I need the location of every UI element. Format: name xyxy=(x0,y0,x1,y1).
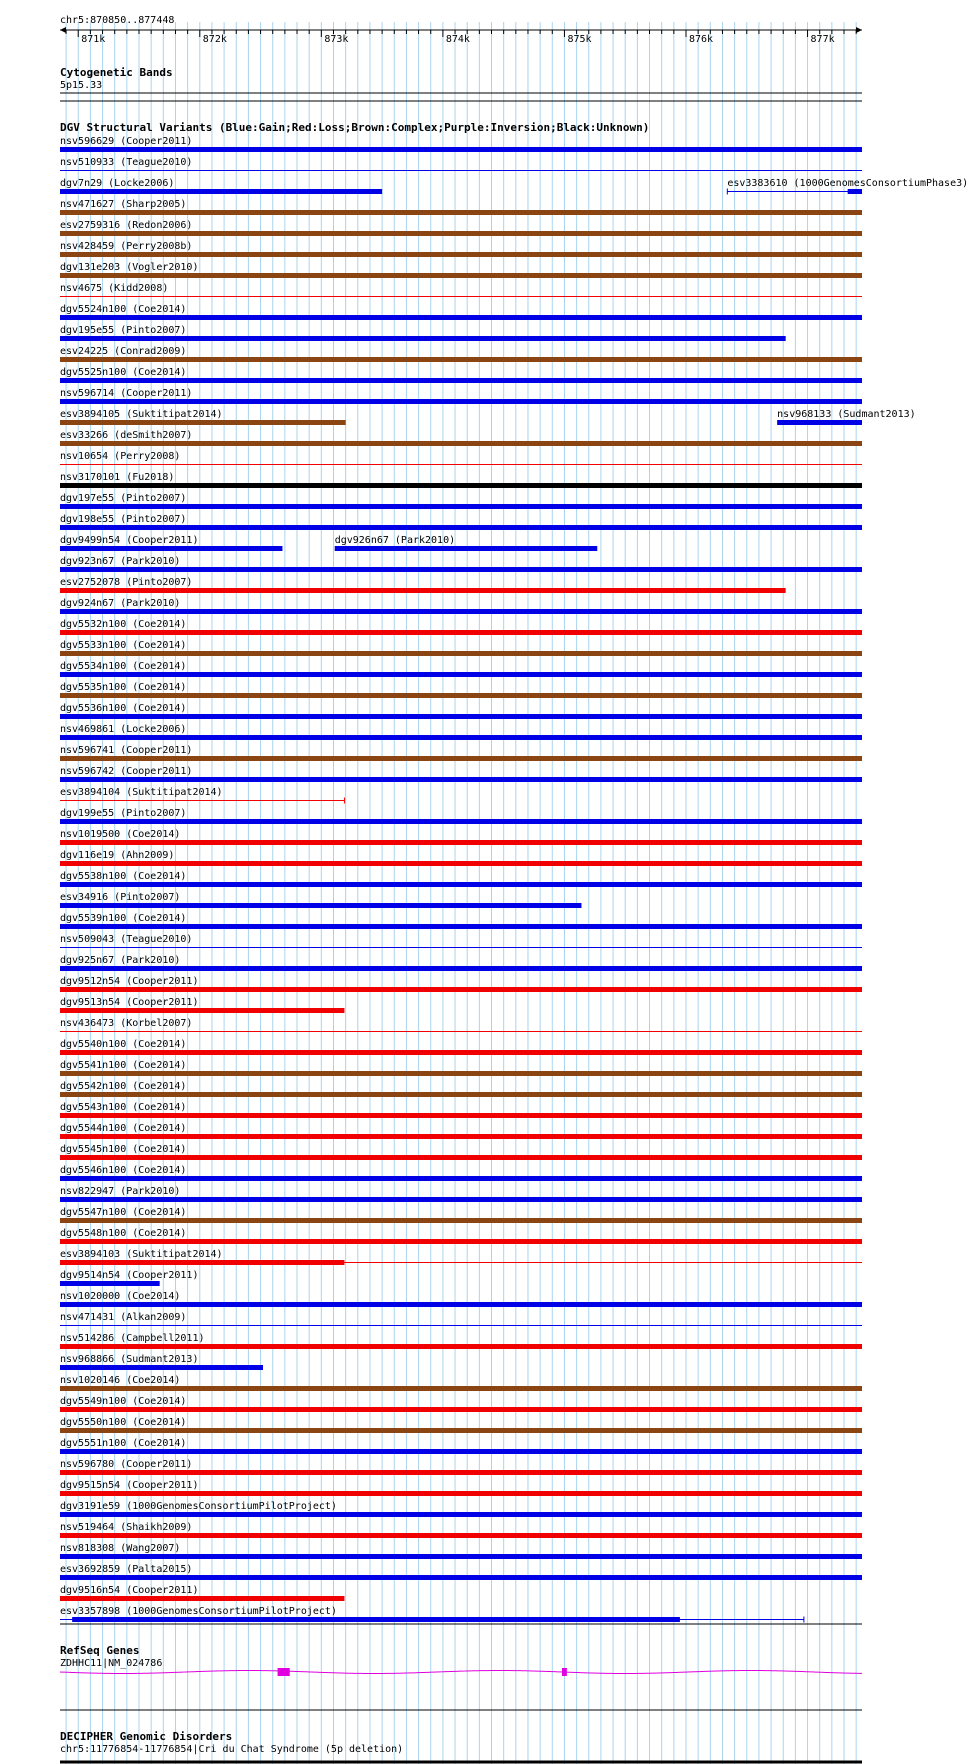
dgv-feature-bar[interactable] xyxy=(60,378,862,383)
ruler-tick-label: 871k xyxy=(81,34,106,45)
dgv-feature-label[interactable]: nsv471431 (Alkan2009) xyxy=(60,1312,187,1323)
ruler-tick-label: 874k xyxy=(445,34,470,45)
dgv-feature-bar[interactable] xyxy=(60,1533,862,1538)
dgv-feature-label[interactable]: nsv968133 (Sudmant2013) xyxy=(777,409,916,420)
ruler-right-arrow xyxy=(856,27,862,33)
dgv-feature-bar[interactable] xyxy=(60,1302,862,1307)
dgv-feature-bar[interactable] xyxy=(60,1155,862,1160)
dgv-feature-label[interactable]: dgv923n67 (Park2010) xyxy=(60,556,181,567)
dgv-feature-bar[interactable] xyxy=(60,819,862,824)
ruler-tick-label: 875k xyxy=(567,34,592,45)
ruler-tick-label: 877k xyxy=(810,34,835,45)
dgv-feature-bar[interactable] xyxy=(60,1596,344,1601)
dgv-feature-label[interactable]: dgv5551n100 (Coe2014) xyxy=(60,1438,187,1449)
dgv-feature-label[interactable]: nsv428459 (Perry2008b) xyxy=(60,241,193,252)
dgv-feature-bar[interactable] xyxy=(60,1050,862,1055)
dgv-feature-bar[interactable] xyxy=(60,1491,862,1496)
dgv-feature-label[interactable]: esv3692859 (Palta2015) xyxy=(60,1564,193,1575)
dgv-feature-bar[interactable] xyxy=(60,882,862,887)
dgv-feature-bar[interactable] xyxy=(60,1176,862,1181)
dgv-feature-label[interactable]: nsv596714 (Cooper2011) xyxy=(60,388,193,399)
dgv-feature-bar[interactable] xyxy=(60,1365,263,1370)
dgv-feature-label[interactable]: esv2759316 (Redon2006) xyxy=(60,220,193,231)
dgv-feature-bar[interactable] xyxy=(60,399,862,404)
dgv-feature-bar[interactable] xyxy=(60,1386,862,1391)
dgv-feature-bar[interactable] xyxy=(60,1260,344,1265)
dgv-feature-label[interactable]: nsv1020000 (Coe2014) xyxy=(60,1291,181,1302)
dgv-feature-label[interactable]: dgv9513n54 (Cooper2011) xyxy=(60,997,199,1008)
dgv-feature-bar[interactable] xyxy=(60,1071,862,1076)
dgv-feature-label[interactable]: dgv5532n100 (Coe2014) xyxy=(60,619,187,630)
dgv-feature-bar[interactable] xyxy=(60,1008,344,1013)
dgv-feature-label[interactable]: nsv596741 (Cooper2011) xyxy=(60,745,193,756)
dgv-feature-bar[interactable] xyxy=(60,210,862,215)
dgv-feature-label[interactable]: dgv131e203 (Vogler2010) xyxy=(60,262,199,273)
dgv-feature-bar[interactable] xyxy=(60,1113,862,1118)
dgv-feature-bar[interactable] xyxy=(60,1197,862,1202)
dgv-feature-label[interactable]: nsv818308 (Wang2007) xyxy=(60,1543,181,1554)
dgv-feature-bar[interactable] xyxy=(60,420,346,425)
dgv-feature-label[interactable]: esv2752078 (Pinto2007) xyxy=(60,577,193,588)
dgv-feature-bar[interactable] xyxy=(60,651,862,656)
dgv-feature-label[interactable]: dgv9516n54 (Cooper2011) xyxy=(60,1585,199,1596)
dgv-feature-bar[interactable] xyxy=(60,525,862,530)
dgv-feature-label[interactable]: dgv5545n100 (Coe2014) xyxy=(60,1144,187,1155)
dgv-feature-label[interactable]: esv3894105 (Suktitipat2014) xyxy=(60,409,223,420)
dgv-feature-bar[interactable] xyxy=(60,693,862,698)
dgv-feature-label[interactable]: nsv596629 (Cooper2011) xyxy=(60,136,193,147)
dgv-feature-label[interactable]: dgv5548n100 (Coe2014) xyxy=(60,1228,187,1239)
cyto-track-title[interactable]: Cytogenetic Bands xyxy=(60,66,173,79)
dgv-feature-label[interactable]: dgv9514n54 (Cooper2011) xyxy=(60,1270,199,1281)
dgv-feature-label[interactable]: dgv7n29 (Locke2006) xyxy=(60,178,175,189)
dgv-feature-label[interactable]: dgv5544n100 (Coe2014) xyxy=(60,1123,187,1134)
dgv-feature-label[interactable]: dgv5538n100 (Coe2014) xyxy=(60,871,187,882)
dgv-feature-bar[interactable] xyxy=(60,1344,862,1349)
dgv-feature-bar[interactable] xyxy=(60,777,862,782)
dgv-feature-bar[interactable] xyxy=(60,189,382,194)
dgv-feature-bar[interactable] xyxy=(60,252,862,257)
dgv-track-title[interactable]: DGV Structural Variants (Blue:Gain;Red:Loss;Brown:Complex;Purple:Inversion;Black:Unknown) xyxy=(60,121,650,134)
dgv-feature-label[interactable]: dgv926n67 (Park2010) xyxy=(334,535,456,546)
dgv-feature-bar[interactable] xyxy=(60,1554,862,1559)
dgv-feature-bar[interactable] xyxy=(60,630,862,635)
dgv-feature-label[interactable]: dgv5541n100 (Coe2014) xyxy=(60,1060,187,1071)
dgv-feature-bar[interactable] xyxy=(60,1092,862,1097)
dgv-feature-bar[interactable] xyxy=(60,1134,862,1139)
dgv-feature-label[interactable]: esv3894104 (Suktitipat2014) xyxy=(60,787,223,798)
dgv-feature-label[interactable]: dgv9512n54 (Cooper2011) xyxy=(60,976,199,987)
dgv-feature-bar[interactable] xyxy=(60,756,862,761)
dgv-feature-label[interactable]: nsv514286 (Campbell2011) xyxy=(60,1333,205,1344)
dgv-feature-bar[interactable] xyxy=(60,714,862,719)
dgv-feature-bar[interactable] xyxy=(60,861,862,866)
ruler-tick-label: 872k xyxy=(202,34,227,45)
dgv-feature-bar[interactable] xyxy=(60,840,862,845)
dgv-feature-label[interactable]: dgv9515n54 (Cooper2011) xyxy=(60,1480,199,1491)
cyto-band-label[interactable]: 5p15.33 xyxy=(60,80,103,91)
dgv-feature-label[interactable]: esv3894103 (Suktitipat2014) xyxy=(60,1249,223,1260)
dgv-feature-bar[interactable] xyxy=(335,546,598,551)
dgv-feature-bar[interactable] xyxy=(777,420,862,425)
refseq-gene-line[interactable] xyxy=(60,1671,862,1674)
dgv-feature-bar[interactable] xyxy=(60,147,862,152)
dgv-feature-label[interactable]: nsv3170101 (Fu2018) xyxy=(60,472,175,483)
dgv-feature-bar[interactable] xyxy=(60,735,862,740)
dgv-feature-label[interactable]: esv33266 (deSmith2007) xyxy=(60,430,193,441)
decipher-feature-label[interactable]: chr5:11776854-11776854|Cri du Chat Syndrome (5p deletion) xyxy=(60,1744,404,1755)
dgv-feature-label[interactable]: dgv925n67 (Park2010) xyxy=(60,955,181,966)
dgv-feature-label[interactable]: nsv469861 (Locke2006) xyxy=(60,724,187,735)
dgv-feature-label[interactable]: nsv4675 (Kidd2008) xyxy=(60,283,169,294)
dgv-feature-label[interactable]: dgv5535n100 (Coe2014) xyxy=(60,682,187,693)
refseq-track-title[interactable]: RefSeq Genes xyxy=(60,1644,140,1657)
dgv-feature-bar[interactable] xyxy=(60,672,862,677)
dgv-feature-bar[interactable] xyxy=(60,1575,862,1580)
dgv-feature-label[interactable]: dgv5533n100 (Coe2014) xyxy=(60,640,187,651)
dgv-feature-label[interactable]: nsv822947 (Park2010) xyxy=(60,1186,181,1197)
dgv-feature-label[interactable]: esv34916 (Pinto2007) xyxy=(60,892,181,903)
dgv-feature-bar[interactable] xyxy=(60,966,862,971)
dgv-feature-bar[interactable] xyxy=(60,588,786,593)
position-label: chr5:870850..877448 xyxy=(60,15,175,26)
dgv-feature-bar[interactable] xyxy=(72,1617,680,1622)
dgv-feature-label[interactable]: dgv5525n100 (Coe2014) xyxy=(60,367,187,378)
dgv-feature-label[interactable]: nsv10654 (Perry2008) xyxy=(60,451,181,462)
decipher-track-title[interactable]: DECIPHER Genomic Disorders xyxy=(60,1730,233,1743)
dgv-feature-label[interactable]: dgv3191e59 (1000GenomesConsortiumPilotProject) xyxy=(60,1501,337,1512)
ruler-left-arrow xyxy=(60,27,66,33)
dgv-feature-label[interactable]: dgv5539n100 (Coe2014) xyxy=(60,913,187,924)
dgv-feature-label[interactable]: dgv5536n100 (Coe2014) xyxy=(60,703,187,714)
refseq-exon[interactable] xyxy=(562,1668,567,1676)
dgv-feature-label[interactable]: dgv5534n100 (Coe2014) xyxy=(60,661,187,672)
dgv-feature-label[interactable]: dgv9499n54 (Cooper2011) xyxy=(60,535,199,546)
dgv-feature-label[interactable]: dgv5542n100 (Coe2014) xyxy=(60,1081,187,1092)
dgv-feature-label[interactable]: nsv436473 (Korbel2007) xyxy=(60,1018,193,1029)
dgv-feature-bar[interactable] xyxy=(60,567,862,572)
dgv-feature-label[interactable]: dgv5547n100 (Coe2014) xyxy=(60,1207,187,1218)
dgv-feature-bar[interactable] xyxy=(60,357,862,362)
dgv-feature-label[interactable]: esv3357898 (1000GenomesConsortiumPilotProject) xyxy=(60,1606,337,1617)
dgv-feature-label[interactable]: nsv510933 (Teague2010) xyxy=(60,157,193,168)
dgv-feature-label[interactable]: dgv116e19 (Ahn2009) xyxy=(60,850,175,861)
dgv-feature-bar[interactable] xyxy=(60,903,581,908)
dgv-feature-bar[interactable] xyxy=(60,1281,160,1286)
dgv-feature-label[interactable]: dgv5543n100 (Coe2014) xyxy=(60,1102,187,1113)
dgv-feature-label[interactable]: nsv519464 (Shaikh2009) xyxy=(60,1522,193,1533)
dgv-feature-bar[interactable] xyxy=(60,1428,862,1433)
refseq-exon[interactable] xyxy=(278,1668,290,1676)
dgv-feature-bar[interactable] xyxy=(60,441,862,446)
dgv-feature-bar[interactable] xyxy=(60,504,862,509)
dgv-feature-label[interactable]: dgv198e55 (Pinto2007) xyxy=(60,514,187,525)
dgv-feature-bar[interactable] xyxy=(60,987,862,992)
dgv-feature-label[interactable]: nsv596742 (Cooper2011) xyxy=(60,766,193,777)
dgv-feature-label[interactable]: esv24225 (Conrad2009) xyxy=(60,346,187,357)
dgv-feature-bar[interactable] xyxy=(60,1407,862,1412)
dgv-feature-label[interactable]: nsv968866 (Sudmant2013) xyxy=(60,1354,199,1365)
dgv-feature-label[interactable]: esv3383610 (1000GenomesConsortiumPhase3) xyxy=(727,178,968,189)
dgv-feature-label[interactable]: nsv1019500 (Coe2014) xyxy=(60,829,181,840)
dgv-feature-bar[interactable] xyxy=(60,231,862,236)
refseq-gene-label[interactable]: ZDHHC11|NM_024786 xyxy=(60,1658,163,1669)
dgv-feature-bar[interactable] xyxy=(60,336,786,341)
dgv-feature-label[interactable]: dgv5550n100 (Coe2014) xyxy=(60,1417,187,1428)
dgv-feature-label[interactable]: dgv924n67 (Park2010) xyxy=(60,598,181,609)
dgv-feature-label[interactable]: nsv596780 (Cooper2011) xyxy=(60,1459,193,1470)
dgv-feature-label[interactable]: nsv509043 (Teague2010) xyxy=(60,934,193,945)
dgv-feature-bar[interactable] xyxy=(848,189,862,194)
dgv-feature-bar[interactable] xyxy=(60,273,862,278)
dgv-feature-label[interactable]: dgv195e55 (Pinto2007) xyxy=(60,325,187,336)
dgv-feature-bar[interactable] xyxy=(60,1239,862,1244)
ruler-tick-label: 873k xyxy=(324,34,349,45)
dgv-feature-bar[interactable] xyxy=(60,1449,862,1454)
dgv-feature-bar[interactable] xyxy=(60,1470,862,1475)
dgv-feature-bar[interactable] xyxy=(60,609,862,614)
dgv-feature-bar[interactable] xyxy=(60,924,862,929)
dgv-feature-bar[interactable] xyxy=(60,546,282,551)
dgv-feature-bar[interactable] xyxy=(60,1512,862,1517)
dgv-feature-label[interactable]: nsv471627 (Sharp2005) xyxy=(60,199,187,210)
dgv-feature-bar[interactable] xyxy=(60,483,862,488)
dgv-feature-label[interactable]: dgv199e55 (Pinto2007) xyxy=(60,808,187,819)
dgv-feature-label[interactable]: dgv5549n100 (Coe2014) xyxy=(60,1396,187,1407)
dgv-feature-label[interactable]: dgv5540n100 (Coe2014) xyxy=(60,1039,187,1050)
ruler-tick-label: 876k xyxy=(688,34,714,45)
dgv-feature-label[interactable]: nsv1020146 (Coe2014) xyxy=(60,1375,181,1386)
dgv-feature-bar[interactable] xyxy=(60,315,862,320)
dgv-feature-label[interactable]: dgv5546n100 (Coe2014) xyxy=(60,1165,187,1176)
dgv-feature-label[interactable]: dgv5524n100 (Coe2014) xyxy=(60,304,187,315)
dgv-feature-bar[interactable] xyxy=(60,1218,862,1223)
dgv-feature-label[interactable]: dgv197e55 (Pinto2007) xyxy=(60,493,187,504)
